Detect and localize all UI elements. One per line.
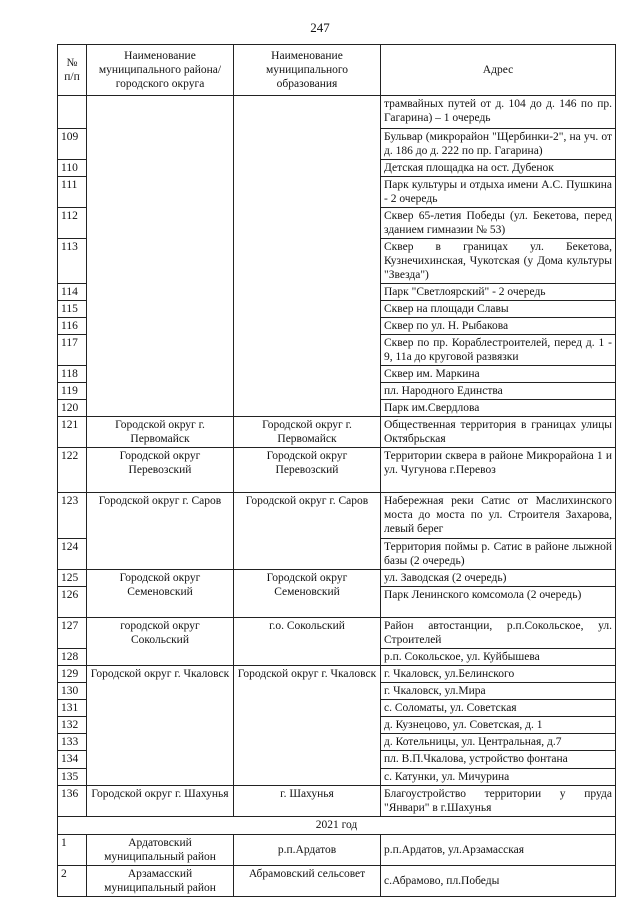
address-cell: с. Соломаты, ул. Советская xyxy=(381,700,616,717)
row-number xyxy=(58,96,87,129)
address-cell: пл. В.П.Чкалова, устройство фонтана xyxy=(381,751,616,768)
table-row xyxy=(58,96,616,129)
row-number: 116 xyxy=(58,318,87,335)
row-number: 134 xyxy=(58,751,87,768)
row-number: 122 xyxy=(58,448,87,493)
district-cell: Городской округ г. Шахунья xyxy=(87,785,234,816)
row-number: 109 xyxy=(58,129,87,160)
row-number: 130 xyxy=(58,683,87,700)
municipality-cell: Городской округ г. Саров xyxy=(234,493,381,570)
municipality-cell: Абрамовский сельсовет xyxy=(234,865,381,896)
municipality-cell: Городской округ г. Первомайск xyxy=(234,417,381,448)
address-cell: с.Абрамово, пл.Победы xyxy=(381,865,616,896)
row-number: 112 xyxy=(58,208,87,239)
table-row xyxy=(58,618,616,649)
address-cell: Бульвар (микрорайон "Щербинки-2", на уч. от д. 186 до д. 222 по пр. Гагарина) xyxy=(381,129,616,160)
district-cell: городской округ Сокольский xyxy=(87,618,234,666)
row-number: 136 xyxy=(58,785,87,816)
address-cell: г. Чкаловск, ул.Белинского xyxy=(381,666,616,683)
table-row xyxy=(58,865,616,896)
table-row xyxy=(58,834,616,865)
address-cell: трамвайных путей от д. 104 до д. 146 по пр. Гагарина) – 1 очередь xyxy=(381,96,616,129)
table-row xyxy=(58,666,616,683)
district-cell: Городской округ Семеновский xyxy=(87,570,234,618)
address-cell: г. Чкаловск, ул.Мира xyxy=(381,683,616,700)
address-cell: Благоустройство территории у пруда "Январи" в г.Шахунья xyxy=(381,785,616,816)
address-cell: д. Кузнецово, ул. Советская, д. 1 xyxy=(381,717,616,734)
address-cell: Район автостанции, р.п.Сокольское, ул. Строителей xyxy=(381,618,616,649)
district-cell: Городской округ г. Саров xyxy=(87,493,234,570)
municipality-cell: Городской округ Перевозский xyxy=(234,448,381,493)
district-cell xyxy=(87,96,234,417)
address-cell: Сквер по ул. Н. Рыбакова xyxy=(381,318,616,335)
row-number: 113 xyxy=(58,239,87,284)
municipality-cell xyxy=(234,96,381,417)
municipality-cell: Городской округ Семеновский xyxy=(234,570,381,618)
row-number: 119 xyxy=(58,383,87,400)
year-label: 2021 год xyxy=(58,816,616,834)
district-cell: Ардатовский муниципальный район xyxy=(87,834,234,865)
row-number: 128 xyxy=(58,649,87,666)
table-header-row xyxy=(58,45,616,96)
row-number: 118 xyxy=(58,366,87,383)
table-row xyxy=(58,785,616,816)
row-number: 111 xyxy=(58,177,87,208)
address-cell: Парк "Светлоярский" - 2 очередь xyxy=(381,284,616,301)
table-row xyxy=(58,570,616,587)
table-row xyxy=(58,417,616,448)
address-cell: с. Катунки, ул. Мичурина xyxy=(381,768,616,785)
municipality-cell: Городской округ г. Чкаловск xyxy=(234,666,381,785)
address-cell: Сквер в границах ул. Бекетова, Кузнечихинская, Чукотская (у Дома культуры "Звезда") xyxy=(381,239,616,284)
row-number: 115 xyxy=(58,301,87,318)
address-cell: Сквер на площади Славы xyxy=(381,301,616,318)
row-number: 1 xyxy=(58,834,87,865)
row-number: 123 xyxy=(58,493,87,539)
header-municipality: Наименование муниципального образования xyxy=(234,45,381,96)
year-row xyxy=(58,816,616,834)
address-cell: Сквер им. Маркина xyxy=(381,366,616,383)
row-number: 125 xyxy=(58,570,87,587)
address-cell: ул. Заводская (2 очередь) xyxy=(381,570,616,587)
address-cell: р.п.Ардатов, ул.Арзамасская xyxy=(381,834,616,865)
address-cell: Парк им.Свердлова xyxy=(381,400,616,417)
address-cell: Сквер по пр. Кораблестроителей, перед д. 1 - 9, 11а до круговой развязки xyxy=(381,335,616,366)
table-row xyxy=(58,448,616,493)
row-number: 131 xyxy=(58,700,87,717)
address-cell: Набережная реки Сатис от Маслихинского моста до моста по ул. Строителя Захарова, левый берег xyxy=(381,493,616,539)
address-cell: пл. Народного Единства xyxy=(381,383,616,400)
address-cell: Парк Ленинского комсомола (2 очередь) xyxy=(381,587,616,618)
district-cell: Городской округ Перевозский xyxy=(87,448,234,493)
territories-table xyxy=(57,44,616,897)
row-number: 2 xyxy=(58,865,87,896)
address-cell: Общественная территория в границах улицы Октябрьская xyxy=(381,417,616,448)
address-cell: Территории сквера в районе Микрорайона 1 и ул. Чугунова г.Перевоз xyxy=(381,448,616,493)
district-cell: Арзамасский муниципальный район xyxy=(87,865,234,896)
row-number: 120 xyxy=(58,400,87,417)
header-address: Адрес xyxy=(381,45,616,96)
row-number: 117 xyxy=(58,335,87,366)
row-number: 121 xyxy=(58,417,87,448)
header-num: № п/п xyxy=(58,45,87,96)
table-row xyxy=(58,493,616,539)
row-number: 124 xyxy=(58,539,87,570)
municipality-cell: г. Шахунья xyxy=(234,785,381,816)
page-number: 247 xyxy=(310,20,330,35)
address-cell: Сквер 65-летия Победы (ул. Бекетова, перед зданием гимназии № 53) xyxy=(381,208,616,239)
district-cell: Городской округ г. Чкаловск xyxy=(87,666,234,785)
row-number: 132 xyxy=(58,717,87,734)
row-number: 129 xyxy=(58,666,87,683)
row-number: 135 xyxy=(58,768,87,785)
address-cell: Детская площадка на ост. Дубенок xyxy=(381,160,616,177)
address-cell: р.п. Сокольское, ул. Куйбышева xyxy=(381,649,616,666)
row-number: 114 xyxy=(58,284,87,301)
row-number: 127 xyxy=(58,618,87,649)
row-number: 110 xyxy=(58,160,87,177)
address-cell: д. Котельницы, ул. Центральная, д.7 xyxy=(381,734,616,751)
header-district: Наименование муниципального района/ городского округа xyxy=(87,45,234,96)
address-cell: Парк культуры и отдыха имени А.С. Пушкина - 2 очередь xyxy=(381,177,616,208)
row-number: 133 xyxy=(58,734,87,751)
address-cell: Территория поймы р. Сатис в районе лыжной базы (2 очередь) xyxy=(381,539,616,570)
row-number: 126 xyxy=(58,587,87,618)
municipality-cell: р.п.Ардатов xyxy=(234,834,381,865)
municipality-cell: г.о. Сокольский xyxy=(234,618,381,666)
district-cell: Городской округ г. Первомайск xyxy=(87,417,234,448)
